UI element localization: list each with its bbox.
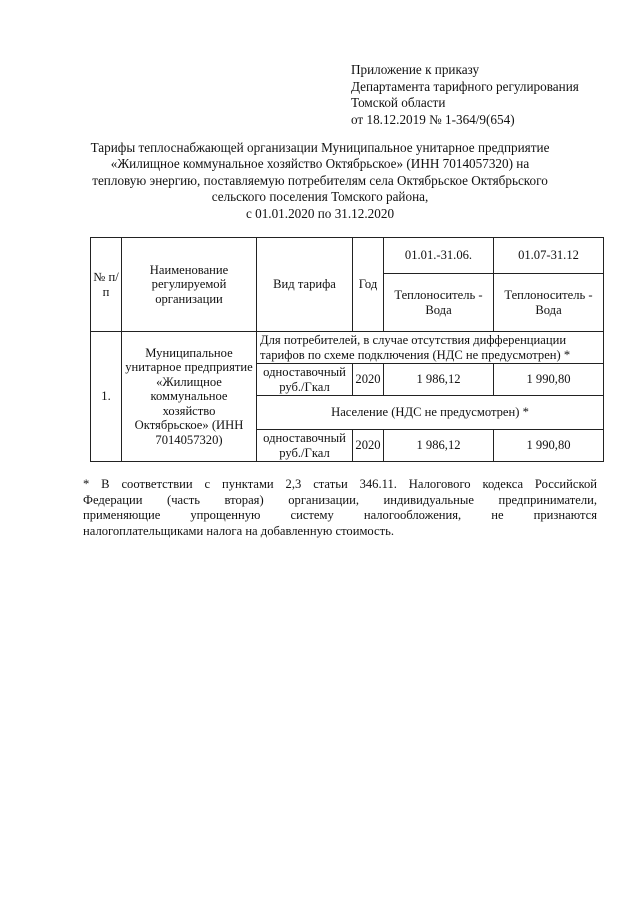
footnote — [83, 477, 597, 539]
table-row — [91, 332, 604, 364]
header-line: Департамента тарифного регулирования — [351, 78, 579, 94]
title-line: тепловую энергию, поставляемую потребителям села Октябрьское Октябрьского — [92, 172, 548, 188]
header-line: Томской области — [351, 95, 446, 111]
order-attachment-header — [351, 62, 579, 128]
tariff-type-cell: одноставочный руб./Гкал — [257, 364, 353, 396]
header-line: Приложение к приказу — [351, 62, 480, 77]
header-period-2: 01.07-31.12 — [494, 238, 604, 274]
tariff-value-period-2: 1 990,80 — [494, 430, 604, 462]
tariff-table — [90, 237, 604, 462]
year-cell: 2020 — [353, 364, 384, 396]
header-number: № п/п — [91, 238, 122, 332]
title-line: с 01.01.2020 по 31.12.2020 — [245, 205, 395, 221]
title-line: сельского поселения Томского района, — [211, 189, 429, 205]
consumer-group-label: Для потребителей, в случае отсутствия дифференциации тарифов по схеме подключения (НДС не предусмотрен) * — [257, 332, 604, 364]
footnote-line: налогоплательщиками налога на добавленную стоимость. — [83, 523, 395, 538]
header-carrier-2: Теплоноситель - Вода — [494, 274, 604, 332]
title-line: «Жилищное коммунальное хозяйство Октябрьское» (ИНН 7014057320) на — [110, 156, 530, 172]
header-carrier-1: Теплоноситель - Вода — [384, 274, 494, 332]
header-tariff-type: Вид тарифа — [257, 238, 353, 332]
tariff-value-period-1: 1 986,12 — [384, 364, 494, 396]
title-line: Тарифы теплоснабжающей организации Муниципальное унитарное предприятие — [90, 140, 550, 155]
footnote-line: Федерации (часть вторая) организации, индивидуальные предприниматели, — [83, 492, 597, 507]
header-line: от 18.12.2019 № 1-364/9(654) — [351, 111, 515, 127]
organization-name: Муниципальное унитарное предприятие «Жилищное коммунальное хозяйство Октябрьское» (ИНН 7014057320) — [122, 332, 257, 462]
consumer-group-label: Население (НДС не предусмотрен) * — [257, 396, 604, 430]
tariff-value-period-2: 1 990,80 — [494, 364, 604, 396]
document-title — [60, 140, 580, 222]
tariff-type-cell: одноставочный руб./Гкал — [257, 430, 353, 462]
year-cell: 2020 — [353, 430, 384, 462]
header-year: Год — [353, 238, 384, 332]
footnote-line: * В соответствии с пунктами 2,3 статьи 346.11. Налогового кодекса Российской — [83, 477, 597, 491]
header-organization: Наименование регулируемой организации — [122, 238, 257, 332]
footnote-line: применяющие упрощенную систему налогообложения, не признаются — [83, 508, 597, 523]
tariff-value-period-1: 1 986,12 — [384, 430, 494, 462]
header-period-1: 01.01.-31.06. — [384, 238, 494, 274]
row-number: 1. — [91, 332, 122, 462]
